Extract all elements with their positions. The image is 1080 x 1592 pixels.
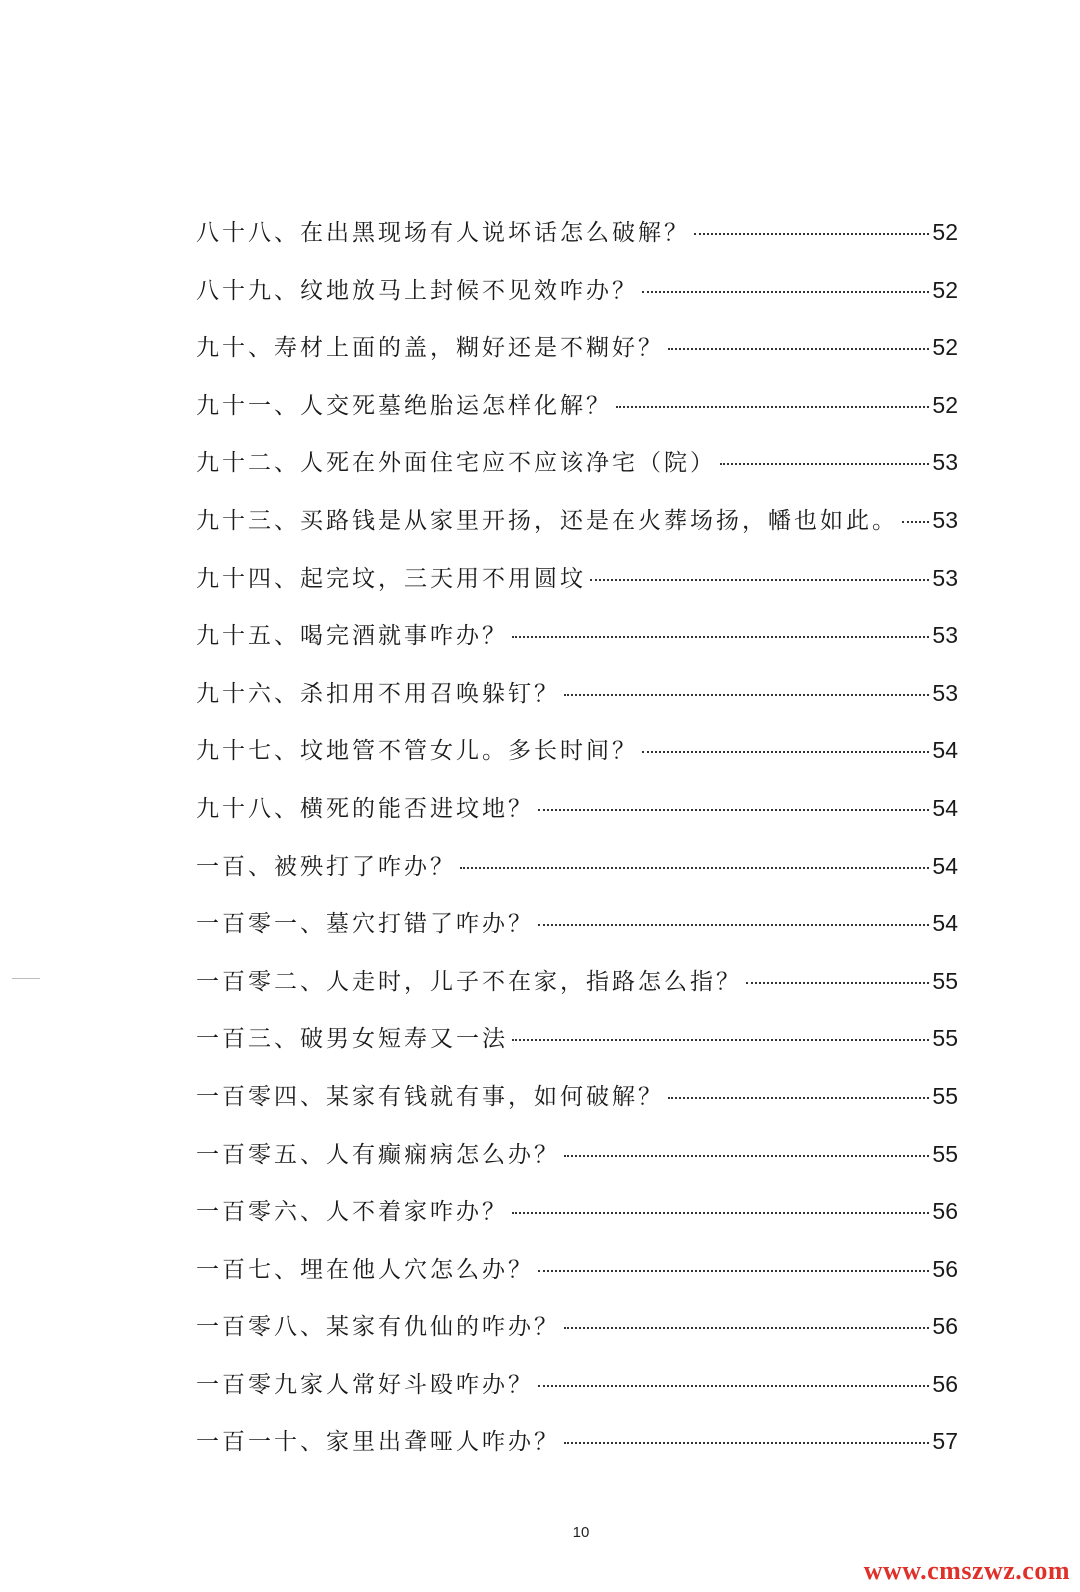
toc-entry-page: 56 <box>932 1313 958 1340</box>
toc-entry-page: 53 <box>932 679 958 706</box>
toc-leader-dots <box>564 1155 929 1157</box>
toc-entry-title: 一百零五、人有癫痫病怎么办？ <box>196 1141 560 1168</box>
toc-leader-dots <box>564 694 929 696</box>
toc-leader-dots <box>694 233 929 235</box>
toc-entry-page: 55 <box>932 1025 958 1052</box>
toc-entry <box>196 502 958 560</box>
toc-entry-page: 57 <box>932 1428 958 1455</box>
toc-entry-title: 九十二、人死在外面住宅应不应该净宅（院） <box>196 450 716 477</box>
toc-entry <box>196 1423 958 1481</box>
toc-entry-page: 55 <box>932 1082 958 1109</box>
toc-leader-dots <box>538 1270 929 1272</box>
toc-entry <box>196 848 958 906</box>
toc-leader-dots <box>616 406 929 408</box>
toc-entry-page: 56 <box>932 1370 958 1397</box>
toc-entry-title: 九十五、喝完酒就事咋办？ <box>196 623 508 650</box>
toc-entry <box>196 1193 958 1251</box>
toc-entry <box>196 1366 958 1424</box>
watermark-text: www.cmszwz.com <box>863 1556 1070 1585</box>
toc-entry-title: 九十一、人交死墓绝胎运怎样化解？ <box>196 392 612 419</box>
toc-entry <box>196 329 958 387</box>
toc-entry-title: 一百零四、某家有钱就有事，如何破解？ <box>196 1083 664 1110</box>
toc-entry-title: 一百三、破男女短寿又一法 <box>196 1026 508 1053</box>
toc-entry <box>196 675 958 733</box>
toc-entry <box>196 214 958 272</box>
toc-entry-title: 一百零九家人常好斗殴咋办？ <box>196 1371 534 1398</box>
toc-entry <box>196 1251 958 1309</box>
toc-entry-title: 九十三、买路钱是从家里开扬，还是在火葬场扬，幡也如此。 <box>196 507 898 534</box>
toc-entry <box>196 560 958 618</box>
toc-leader-dots <box>538 1385 929 1387</box>
toc-entry-page: 53 <box>932 506 958 533</box>
toc-entry-page: 53 <box>932 622 958 649</box>
toc-entry <box>196 790 958 848</box>
toc-entry-page: 54 <box>932 852 958 879</box>
toc-entry-page: 55 <box>932 967 958 994</box>
toc-entry <box>196 444 958 502</box>
scan-artifact-line <box>12 978 40 979</box>
toc-entry-title: 九十四、起完坟，三天用不用圆坟 <box>196 565 586 592</box>
toc-entry-title: 九十六、杀扣用不用召唤躲钉？ <box>196 680 560 707</box>
toc-entry-title: 一百零二、人走时，儿子不在家，指路怎么指？ <box>196 968 742 995</box>
toc-entry-title: 一百零一、墓穴打错了咋办？ <box>196 911 534 938</box>
toc-leader-dots <box>720 463 929 465</box>
toc-entry-title: 八十九、纹地放马上封候不见效咋办？ <box>196 277 638 304</box>
toc-entry-title: 九十七、坟地管不管女儿。多长时间？ <box>196 738 638 765</box>
toc-entry <box>196 732 958 790</box>
toc-entry-title: 九十、寿材上面的盖，糊好还是不糊好？ <box>196 335 664 362</box>
table-of-contents <box>196 214 958 1481</box>
toc-entry <box>196 1308 958 1366</box>
toc-entry-page: 52 <box>932 391 958 418</box>
toc-entry-page: 56 <box>932 1198 958 1225</box>
toc-entry-page: 54 <box>932 910 958 937</box>
toc-entry <box>196 1020 958 1078</box>
toc-leader-dots <box>564 1327 929 1329</box>
toc-entry-page: 53 <box>932 449 958 476</box>
toc-entry-page: 52 <box>932 334 958 361</box>
toc-leader-dots <box>642 751 929 753</box>
page-number: 10 <box>572 1524 590 1541</box>
toc-entry-title: 八十八、在出黑现场有人说坏话怎么破解？ <box>196 220 690 246</box>
toc-entry <box>196 1136 958 1194</box>
toc-leader-dots <box>538 924 929 926</box>
toc-leader-dots <box>590 579 929 581</box>
toc-entry-title: 一百七、埋在他人穴怎么办？ <box>196 1256 534 1283</box>
toc-entry <box>196 963 958 1021</box>
toc-entry-title: 九十八、横死的能否进坟地？ <box>196 795 534 822</box>
toc-leader-dots <box>902 521 929 523</box>
toc-leader-dots <box>538 809 929 811</box>
toc-entry-page: 55 <box>932 1140 958 1167</box>
toc-entry-page: 53 <box>932 564 958 591</box>
toc-leader-dots <box>746 982 929 984</box>
toc-leader-dots <box>642 291 929 293</box>
toc-entry-title: 一百零六、人不着家咋办？ <box>196 1199 508 1226</box>
toc-entry <box>196 1078 958 1136</box>
toc-entry-title: 一百、被殃打了咋办？ <box>196 853 456 880</box>
toc-leader-dots <box>512 636 929 638</box>
toc-entry-page: 54 <box>932 737 958 764</box>
toc-entry <box>196 905 958 963</box>
toc-entry-page: 56 <box>932 1255 958 1282</box>
toc-entry-page: 52 <box>932 219 958 245</box>
toc-entry-title: 一百一十、家里出聋哑人咋办？ <box>196 1429 560 1456</box>
toc-leader-dots <box>460 867 929 869</box>
toc-entry <box>196 272 958 330</box>
toc-entry <box>196 387 958 445</box>
toc-entry <box>196 617 958 675</box>
toc-leader-dots <box>564 1442 929 1444</box>
toc-leader-dots <box>512 1212 929 1214</box>
toc-leader-dots <box>668 348 929 350</box>
toc-entry-page: 54 <box>932 794 958 821</box>
toc-entry-title: 一百零八、某家有仇仙的咋办？ <box>196 1314 560 1341</box>
toc-entry-page: 52 <box>932 276 958 303</box>
toc-leader-dots <box>512 1039 929 1041</box>
toc-leader-dots <box>668 1097 929 1099</box>
